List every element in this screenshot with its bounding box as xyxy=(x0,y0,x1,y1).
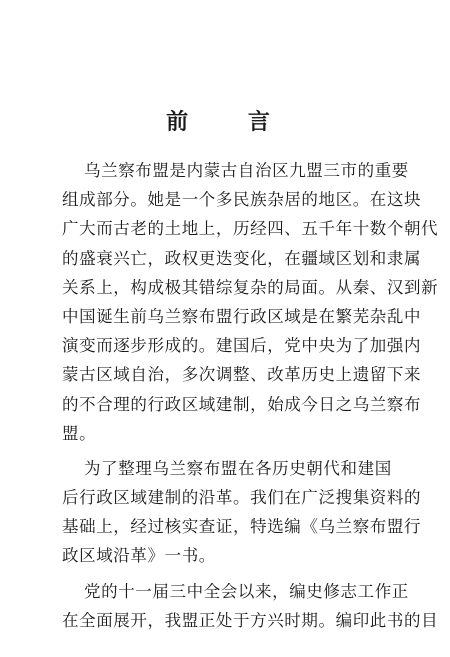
text-line: 党的十一届三中全会以来，编史修志工作正 xyxy=(84,581,409,601)
text-line: 的盛衰兴亡，政权更迭变化，在疆域区划和隶属 xyxy=(62,248,422,268)
text-line: 关系上，构成极其错综复杂的局面。从秦、汉到新 xyxy=(62,277,439,297)
paragraph-2 xyxy=(62,454,422,571)
paragraph-3 xyxy=(62,577,439,635)
page-title: 前 言 xyxy=(166,110,296,135)
text-line: 政区域沿革》一书。 xyxy=(62,546,216,566)
text-line: 组成部分。她是一个多民族杂居的地区。在这块 xyxy=(62,190,422,210)
text-line: 演变而逐步形成的。建国后，党中央为了加强内 xyxy=(62,336,422,356)
text-line: 乌兰察布盟是内蒙古自治区九盟三市的重要 xyxy=(84,161,409,180)
text-line: 的不合理的行政区域建制，始成今日之乌兰察布 xyxy=(62,394,422,414)
paragraph-1 xyxy=(62,156,439,448)
text-line: 广大而古老的土地上，历经四、五千年十数个朝代 xyxy=(62,219,439,239)
text-line: 在全面展开，我盟正处于方兴时期。编印此书的目 xyxy=(62,610,439,630)
text-line: 中国诞生前乌兰察布盟行政区域是在繁芜杂乱中 xyxy=(62,306,422,326)
text-line: 蒙古区域自治，多次调整、改革历史上遗留下来 xyxy=(62,365,422,385)
text-line: 盟。 xyxy=(62,423,97,443)
text-line: 后行政区域建制的沿革。我们在广泛搜集资料的 xyxy=(62,488,422,508)
text-line: 基础上，经过核实查证，特选编《乌兰察布盟行 xyxy=(62,517,422,537)
body-text xyxy=(62,156,439,635)
text-line: 为了整理乌兰察布盟在各历史朝代和建国 xyxy=(84,458,392,478)
